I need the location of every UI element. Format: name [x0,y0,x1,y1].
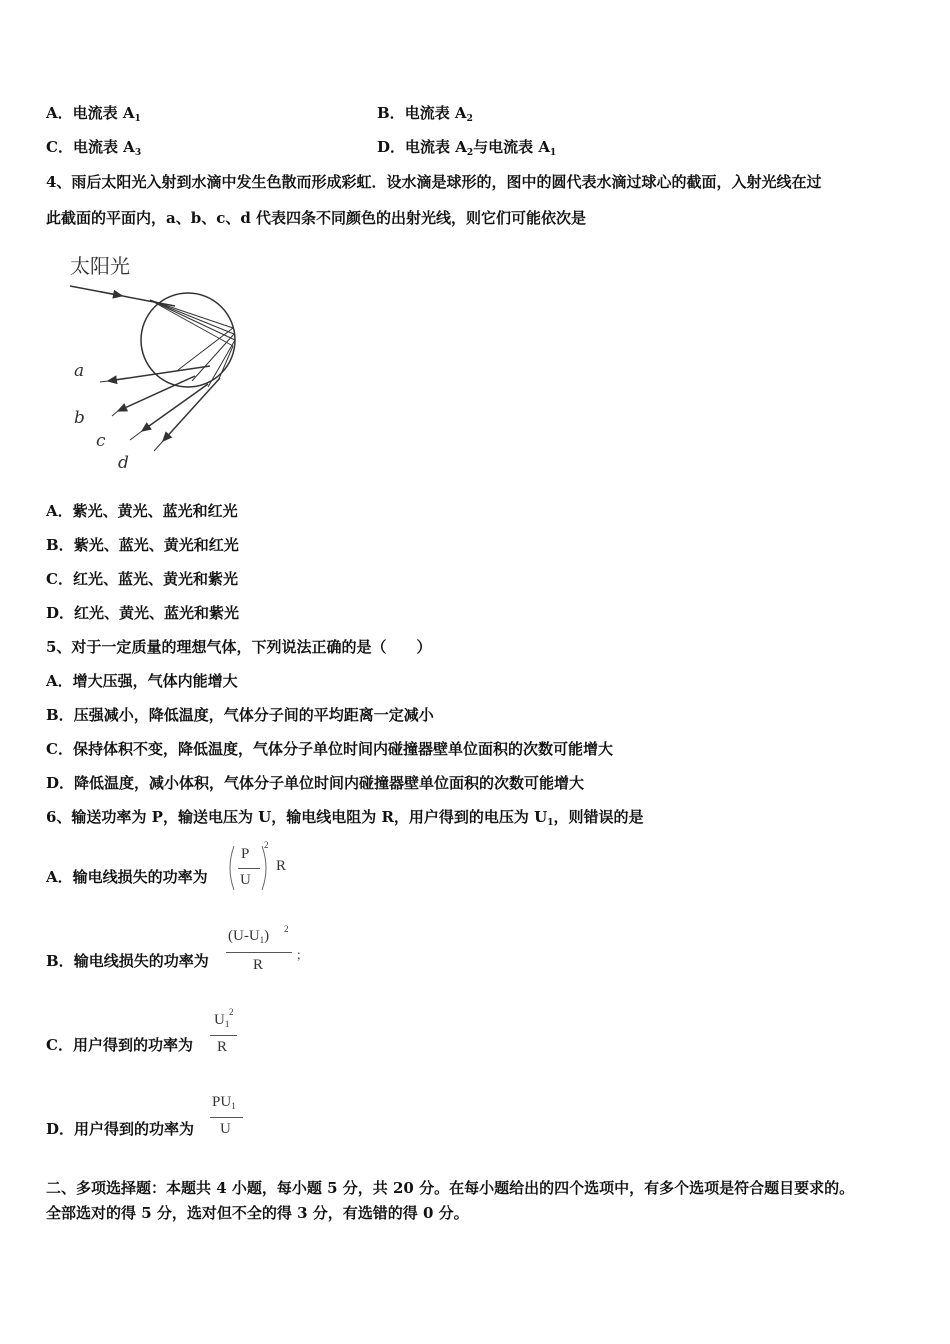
option-subscript: 1 [550,148,557,158]
q5-option-a [46,670,238,691]
numerator-subscript: 1 [224,1019,230,1029]
stem-text: 6、输送功率为 P，输送电压为 U，输电线电阻为 R，用户得到的电压为 U [46,808,548,826]
option-text: 用户得到的功率为 [74,1120,195,1138]
option-text: 电流表 A [405,138,467,156]
q4-option-c [46,568,238,589]
section-2-line1: 二、多项选择题：本题共 4 小题，每小题 5 分，共 20 分。在每小题给出的四个选项中，有多个选项是符合题目要求的。 [46,1179,855,1197]
internal-rays [150,300,235,387]
option-label: A． [46,104,73,122]
option-label: C． [46,1036,73,1054]
option-label: D． [46,774,75,792]
ray-b [118,376,195,411]
numerator-close: ) [264,928,270,944]
q3-option-b [377,102,473,124]
numerator-subscript: 1 [231,1101,236,1111]
ray-label-c: c [96,431,106,451]
q5-stem: 5、对于一定质量的理想气体，下列说法正确的是（ ） [46,638,432,656]
ray-label-a: a [74,361,85,381]
sun-label: 太阳光 [70,254,130,278]
water-drop-circle [141,293,235,387]
option-subscript: 3 [134,148,142,158]
q6-a-formula [226,842,306,894]
option-label: D． [46,1120,75,1138]
option-label: A． [46,868,73,886]
option-text: 保持体积不变，降低温度，气体分子单位时间内碰撞器壁单位面积的次数可能增大 [72,740,613,758]
option-label: B． [46,952,74,970]
fraction-bar [238,868,260,869]
stem-text: ，则错误的是 [553,808,644,826]
numerator-text: PU [212,1094,232,1110]
denominator: U [220,1121,231,1137]
numerator-text: (U-U [228,928,260,944]
fraction-bar [226,952,292,953]
q3-option-c [46,136,141,158]
ray-label-b: b [74,408,85,428]
q5-option-c [46,738,613,759]
fraction-bar [210,1117,243,1118]
option-label: C． [46,138,73,156]
exponent: 2 [284,924,289,934]
q6-b-formula [226,926,316,978]
numerator [214,1012,229,1029]
q6-option-a [46,866,208,887]
option-subscript: 2 [466,148,474,158]
option-label: D． [377,138,406,156]
option-text: 与电流表 A [473,138,551,156]
q4-option-a [46,500,238,521]
option-text: 压强减小，降低温度，气体分子间的平均距离一定减小 [73,706,434,724]
option-subscript: 2 [466,114,473,124]
ray-c [142,384,208,431]
option-text: 红光、蓝光、黄光和紫光 [72,570,238,588]
punctuation: ； [296,948,309,962]
q5-option-d [46,772,584,793]
option-text: 紫光、蓝光、黄光和红光 [73,536,239,554]
denominator: R [253,957,264,973]
q3-option-d [377,136,556,158]
option-text: 输电线损失的功率为 [73,952,209,970]
q6-c-formula [210,1007,250,1062]
q4-option-b [46,534,239,555]
q6-option-d [46,1118,194,1139]
option-label: C． [46,570,73,588]
option-text: 降低温度，减小体积，气体分子单位时间内碰撞器壁单位面积的次数可能增大 [74,774,585,792]
option-text: 增大压强，气体内能增大 [72,672,238,690]
option-label: B． [46,536,74,554]
stem-subscript: 1 [547,818,554,828]
numerator: P [241,846,250,862]
option-text: 输电线损失的功率为 [72,868,208,886]
incoming-ray-arrow [100,292,122,296]
option-text: 用户得到的功率为 [72,1036,193,1054]
ray-label-d: d [118,453,129,473]
option-label: A． [46,672,73,690]
numerator [212,1094,236,1111]
denominator: U [240,872,251,888]
q6-option-b [46,950,209,971]
q5-option-b [46,704,434,725]
option-text: 电流表 A [72,104,135,122]
q3-option-a [46,102,141,124]
option-label: D． [46,604,75,622]
numerator-text: U [214,1012,225,1028]
exponent: 2 [229,1007,234,1017]
fraction-bar [210,1035,237,1036]
section-2-line2: 全部选对的得 5 分，选对但不全的得 3 分，有选错的得 0 分。 [46,1204,469,1222]
q6-stem [46,806,644,828]
option-label: A． [46,502,73,520]
resistance-symbol: R [276,858,287,874]
option-text: 电流表 A [72,138,135,156]
raindrop-dispersion-figure [60,248,260,478]
option-text: 红光、黄光、蓝光和紫光 [74,604,240,622]
option-label: B． [46,706,74,724]
denominator: R [217,1039,228,1055]
option-label: B． [377,104,405,122]
option-subscript: 1 [134,114,141,124]
numerator-subscript: 1 [259,935,265,945]
exponent: 2 [264,840,269,850]
numerator [228,928,269,945]
q6-d-formula [210,1092,250,1144]
q6-option-c [46,1034,193,1055]
option-text: 电流表 A [404,104,467,122]
option-text: 紫光、黄光、蓝光和红光 [72,502,238,520]
q4-stem-line2: 此截面的平面内，a、b、c、d 代表四条不同颜色的出射光线，则它们可能依次是 [46,209,587,227]
option-label: C． [46,740,73,758]
q4-option-d [46,602,239,623]
q4-stem-line1: 4、雨后太阳光入射到水滴中发生色散而形成彩虹．设水滴是球形的，图中的圆代表水滴过球心的截面，入射光线在过 [46,173,822,191]
ray-a [108,366,210,381]
